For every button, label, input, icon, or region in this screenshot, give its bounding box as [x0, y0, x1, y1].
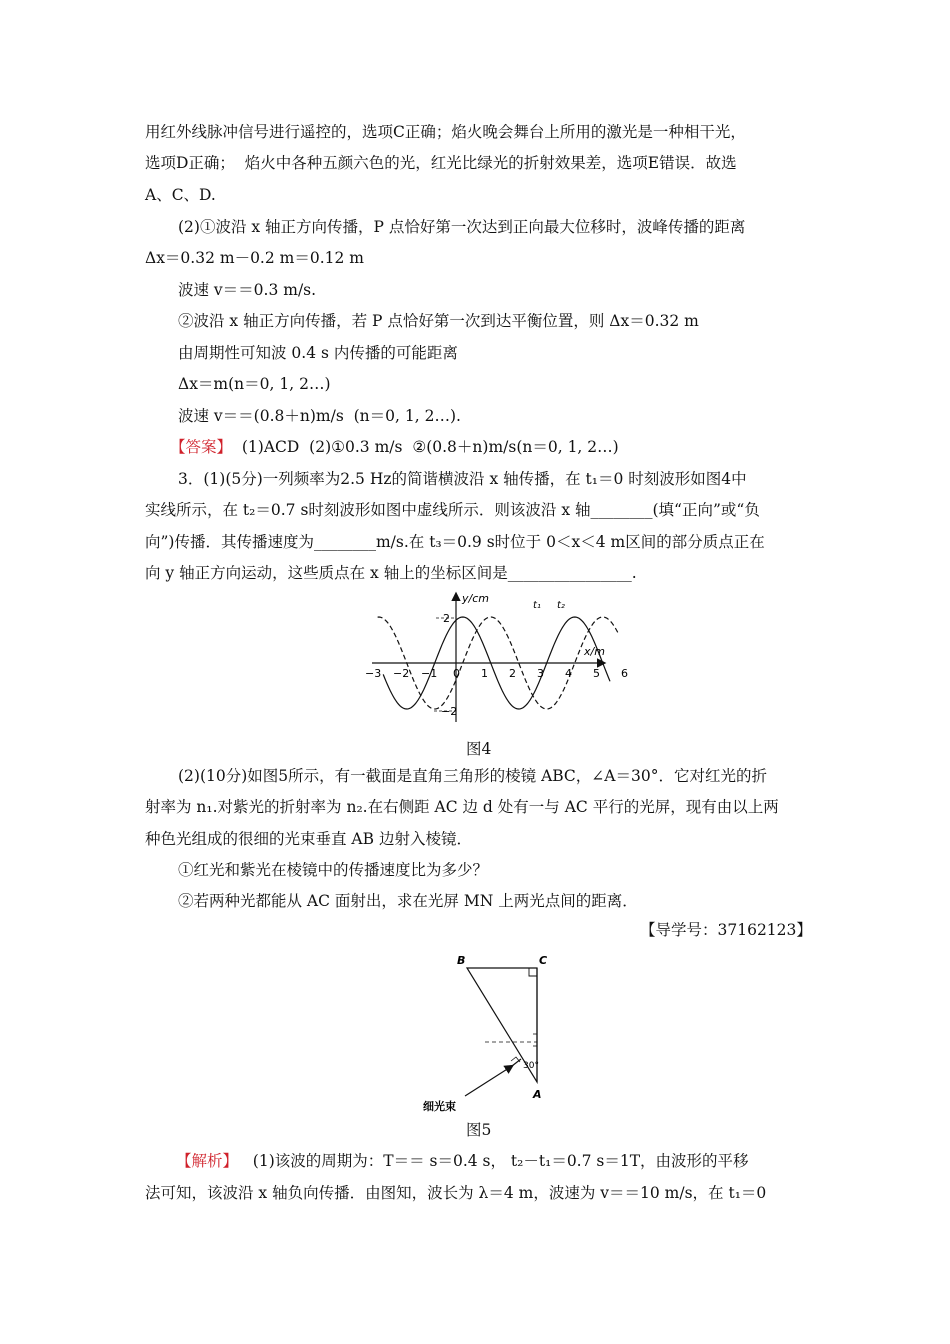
text-line: Δx＝0.32 m－0.2 m＝0.12 m: [145, 249, 364, 267]
figure-4-wave-graph: [365, 588, 628, 726]
y-tick-top: 2: [443, 612, 450, 625]
text-line: ②若两种光都能从 AC 面射出，求在光屏 MN 上两光点间的距离．: [178, 892, 638, 910]
text-line: 选项D正确； 焰火中各种五颜六色的光，红光比绿光的折射效果差，选项E错误．故选: [145, 154, 737, 172]
vertex-a: A: [533, 1088, 542, 1101]
figure-5-prism-diagram: [405, 942, 565, 1112]
text-line: (2)①波沿 x 轴正方向传播，P 点恰好第一次达到正向最大位移时，波峰传播的距离: [178, 218, 746, 236]
beam-label: 细光束: [423, 1100, 456, 1113]
text-line: ②波沿 x 轴正方向传播，若 P 点恰好第一次到达平衡位置，则 Δx＝0.32 m: [178, 312, 699, 330]
x-tick-label: 1: [481, 667, 488, 680]
text-line: 用红外线脉冲信号进行遥控的，选项C正确；焰火晚会舞台上所用的激光是一种相干光，: [145, 123, 746, 141]
y-axis-label: y/cm: [462, 592, 489, 605]
x-tick-label: −3: [365, 667, 382, 680]
x-tick-label: 3: [537, 667, 544, 680]
text-line: 由周期性可知波 0.4 s 内传播的可能距离: [178, 344, 458, 362]
text-line: 波速 v＝＝0.3 m/s.: [178, 281, 317, 299]
text-line: 法可知，该波沿 x 轴负向传播．由图知，波长为 λ＝4 m，波速为 v＝＝10 m/s，在 t₁＝0: [145, 1184, 767, 1202]
figure-5-caption: 图5: [466, 1121, 492, 1139]
y-tick-bottom: −2: [441, 705, 458, 718]
text-line: 射率为 n₁.对紫光的折射率为 n₂.在右侧距 AC 边 d 处有一与 AC 平行的光屏，现有由以上两: [145, 798, 779, 816]
text-line: ①红光和紫光在棱镜中的传播速度比为多少？: [178, 861, 489, 879]
analysis-line: [176, 1151, 749, 1171]
answer-tag: 【答案】: [170, 438, 233, 456]
vertex-c: C: [539, 954, 548, 967]
right-angle-mark: [529, 968, 537, 976]
x-tick-label: 0: [453, 667, 460, 680]
text-line: 种色光组成的很细的光束垂直 AB 边射入棱镜．: [145, 830, 472, 848]
x-tick-label: −1: [421, 667, 438, 680]
x-axis-label: x/m: [584, 645, 605, 658]
text-line: 波速 v＝＝(0.8＋n)m/s (n＝0, 1, 2…).: [178, 407, 461, 425]
x-tick-label: 2: [509, 667, 516, 680]
text-line: 实线所示，在 t₂＝0.7 s时刻波形如图中虚线所示．则该波沿 x 轴________(填“正向”或“负: [145, 501, 760, 519]
x-tick-label: 6: [621, 667, 628, 680]
analysis-text: (1)该波的周期为：T＝＝ s＝0.4 s， t₂－t₁＝0.7 s＝1T，由波形的平移: [252, 1152, 749, 1170]
curve-label-t1: t₁: [533, 600, 541, 611]
text-line: 3．(1)(5分)一列频率为2.5 Hz的简谐横波沿 x 轴传播，在 t₁＝0 时刻波形如图4中: [178, 470, 747, 488]
curve-label-t2: t₂: [557, 600, 565, 611]
answer-line: [170, 437, 619, 457]
text-line: 向”)传播．其传播速度为________m/s.在 t₃＝0.9 s时位于 0＜x＜4 m区间的部分质点正在: [145, 533, 765, 551]
text-line: (2)(10分)如图5所示，有一截面是直角三角形的棱镜 ABC，∠A＝30°．它对红光的折: [178, 767, 767, 785]
guide-number: 【导学号：37162123】: [640, 921, 812, 939]
x-tick-label: −2: [393, 667, 410, 680]
angle-label: 30°: [523, 1061, 539, 1071]
analysis-tag: 【解析】: [176, 1152, 239, 1170]
figure-4-caption: 图4: [466, 740, 492, 758]
answer-text: (1)ACD (2)①0.3 m/s ②(0.8＋n)m/s(n＝0, 1, 2…): [241, 438, 619, 456]
text-line: Δx＝m(n＝0, 1, 2…): [178, 375, 331, 393]
vertex-b: B: [457, 954, 466, 967]
x-tick-label: 4: [565, 667, 572, 680]
text-line: A、C、D.: [145, 186, 216, 204]
light-beam: [465, 1066, 512, 1096]
x-tick-label: 5: [593, 667, 600, 680]
text-line: 向 y 轴正方向运动，这些质点在 x 轴上的坐标区间是________________.: [145, 564, 637, 582]
